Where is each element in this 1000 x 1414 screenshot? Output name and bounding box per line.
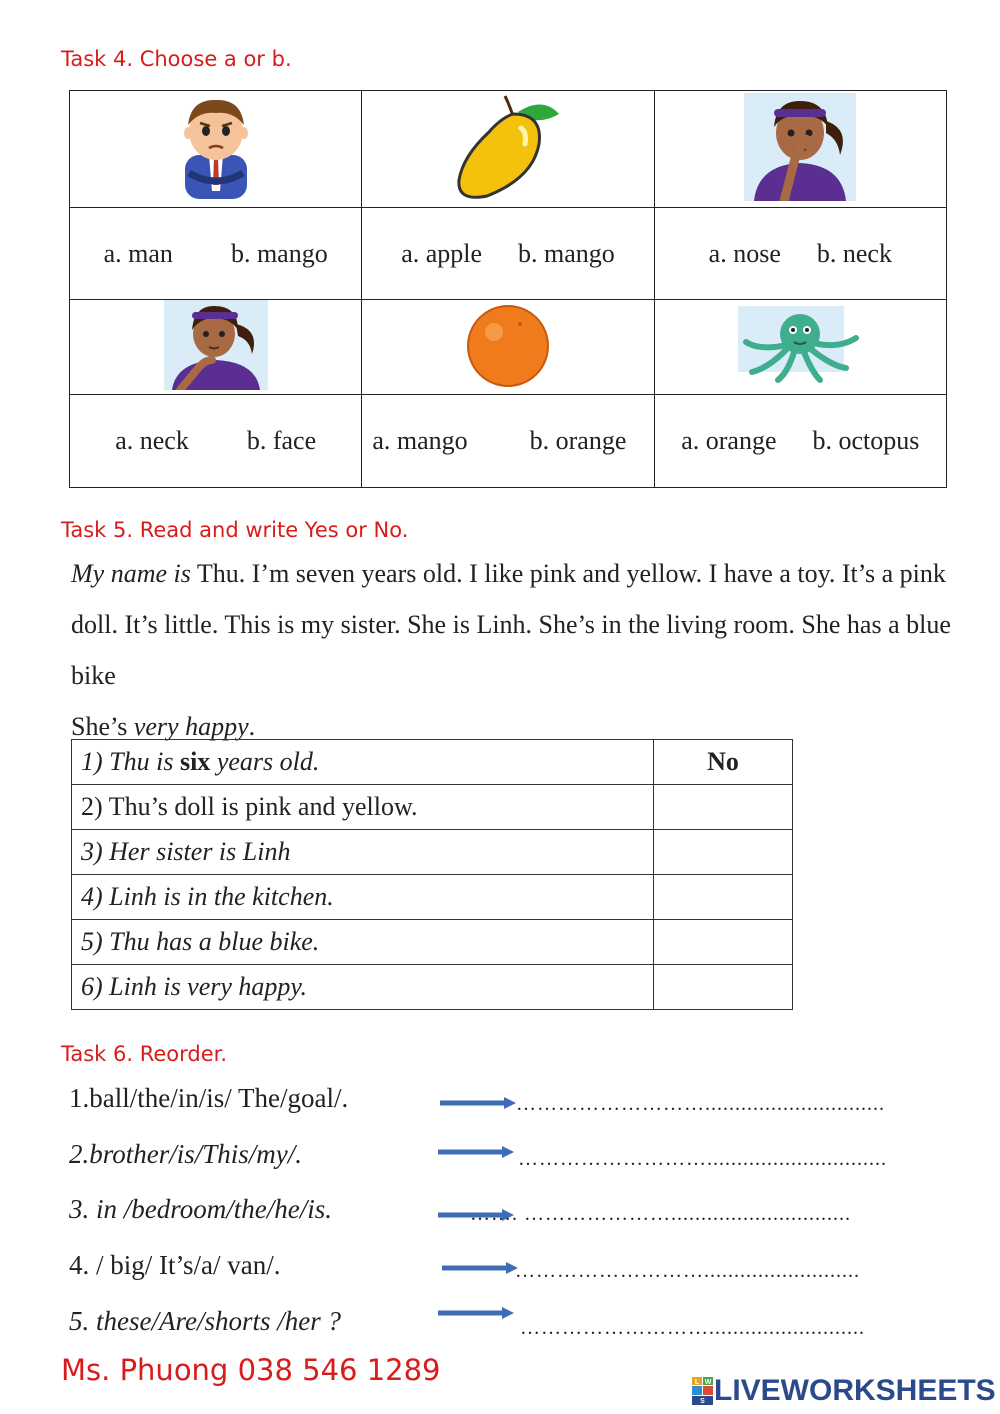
- task5-title: Task 5. Read and write Yes or No.: [61, 518, 409, 542]
- answer-input[interactable]: [654, 965, 793, 1010]
- option-b[interactable]: b. face: [246, 426, 317, 455]
- statement-cell: 4) Linh is in the kitchen.: [72, 875, 654, 920]
- task4-title: Task 4. Choose a or b.: [61, 47, 292, 71]
- answer-input[interactable]: [654, 875, 793, 920]
- liveworksheets-logo[interactable]: [692, 1374, 996, 1408]
- options-cell: [654, 208, 946, 300]
- reorder-prompt: 4. / big/ It’s/a/ van/.: [69, 1250, 281, 1280]
- answer-blank[interactable]: ………………………..............................: [518, 1148, 887, 1170]
- logo-letter: W: [704, 1379, 712, 1386]
- passage-line: She’s very happy.: [71, 712, 256, 741]
- option-a[interactable]: a. nose: [708, 238, 781, 268]
- picture-cell: [654, 300, 946, 395]
- option-b[interactable]: b. octopus: [812, 426, 920, 455]
- yes-no-table: [71, 739, 793, 1010]
- option-b[interactable]: b. orange: [529, 426, 627, 455]
- answer-blank[interactable]: ………………………..........................: [520, 1317, 865, 1339]
- statement-cell: 6) Linh is very happy.: [72, 965, 654, 1010]
- statement-cell: 5) Thu has a blue bike.: [72, 920, 654, 965]
- statement-cell: 3) Her sister is Linh: [72, 830, 654, 875]
- options-cell: [70, 208, 362, 300]
- option-b[interactable]: b. mango: [230, 238, 328, 268]
- statement-cell: 1) Thu is six years old.: [72, 740, 654, 785]
- options-cell: [362, 208, 654, 300]
- reorder-prompt: 3. in /bedroom/the/he/is.: [69, 1194, 332, 1224]
- answer-input[interactable]: [654, 785, 793, 830]
- picture-cell: [362, 91, 654, 208]
- statement-cell: 2) Thu’s doll is pink and yellow.: [72, 785, 654, 830]
- picture-cell: [654, 91, 946, 208]
- picture-cell: [362, 300, 654, 395]
- logo-text: LIVEWORKSHEETS: [714, 1374, 996, 1407]
- teacher-contact: Ms. Phuong 038 546 1289: [61, 1353, 441, 1387]
- arrow-icon: [438, 1306, 514, 1320]
- arrow-icon: [440, 1096, 516, 1110]
- option-b[interactable]: b. neck: [816, 238, 892, 268]
- table-row: [72, 740, 793, 785]
- options-cell: [362, 395, 654, 488]
- table-row: [72, 965, 793, 1010]
- mango-picture: [443, 92, 573, 202]
- option-a[interactable]: a. apple: [401, 238, 483, 268]
- picture-cell: [70, 300, 362, 395]
- table-row: [72, 920, 793, 965]
- table-row: [72, 875, 793, 920]
- passage-line: My name is Thu. I’m seven years old. I like pink and yellow. I have a toy. It’s a pink: [71, 559, 946, 588]
- answer-cell: No: [654, 740, 793, 785]
- logo-letter: S: [700, 1398, 705, 1405]
- arrow-icon: [442, 1261, 518, 1275]
- logo-badge-icon: [692, 1377, 714, 1405]
- answer-blank[interactable]: ………………………..............................: [516, 1093, 885, 1115]
- options-cell: [70, 395, 362, 488]
- options-cell: [654, 395, 946, 488]
- octopus-picture: [738, 306, 862, 384]
- passage-line: doll. It’s little. This is my sister. She is Linh. She’s in the living room. She has a blue bike: [71, 610, 951, 690]
- girl-nose-picture: [744, 93, 856, 201]
- task4-grid: [69, 90, 947, 488]
- option-b[interactable]: b. mango: [518, 238, 615, 268]
- reorder-prompt: 1.ball/the/in/is/ The/goal/.: [69, 1083, 349, 1113]
- reorder-prompt: 5. these/Are/shorts /her ?: [69, 1306, 341, 1336]
- answer-blank[interactable]: ………………………..........................: [515, 1260, 860, 1282]
- arrow-icon: [438, 1145, 514, 1159]
- picture-cell: [70, 91, 362, 208]
- option-a[interactable]: a. mango: [372, 426, 468, 455]
- answer-input[interactable]: [654, 830, 793, 875]
- reorder-prompt: 2.brother/is/This/my/.: [69, 1139, 303, 1169]
- logo-letter: L: [694, 1379, 700, 1386]
- girl-neck-picture: [164, 300, 268, 390]
- option-a[interactable]: a. man: [103, 238, 173, 268]
- task6-title: Task 6. Reorder.: [61, 1042, 228, 1066]
- table-row: [72, 785, 793, 830]
- answer-blank[interactable]: ……. …………………..............................: [470, 1203, 851, 1225]
- boy-picture: [171, 93, 261, 201]
- reading-passage: [71, 548, 986, 752]
- option-a[interactable]: a. orange: [681, 426, 777, 455]
- option-a[interactable]: a. neck: [115, 426, 189, 455]
- orange-picture: [458, 302, 558, 388]
- answer-input[interactable]: [654, 920, 793, 965]
- table-row: [72, 830, 793, 875]
